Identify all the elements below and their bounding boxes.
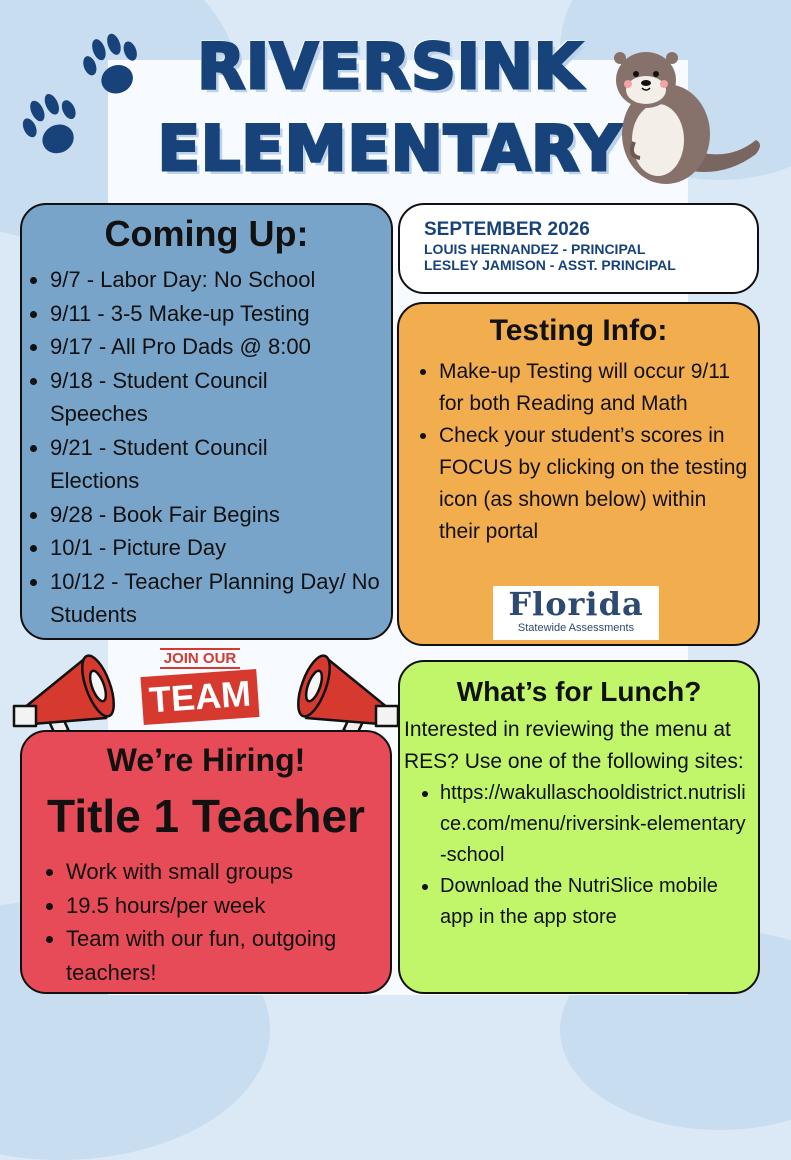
lunch-heading: What’s for Lunch? — [456, 676, 702, 707]
lunch-intro: Interested in reviewing the menu at RES? Use one of the following sites: — [404, 718, 744, 773]
florida-fsa-logo — [493, 586, 659, 640]
job-details-list — [22, 855, 390, 989]
newsletter-date: SEPTEMBER 2026 — [424, 219, 590, 240]
list-item: • 19.5 hours/per week — [66, 889, 390, 923]
list-item: • 10/12 - Teacher Planning Day/ No Students — [50, 565, 391, 632]
list-item: • 9/7 - Labor Day: No School — [50, 263, 391, 297]
list-item: • Work with small groups — [66, 855, 390, 889]
logo-subtitle: Statewide Assessments — [517, 622, 635, 634]
list-item: • Team with our fun, outgoing teachers! — [66, 922, 390, 989]
logo-word: Florida — [508, 585, 644, 623]
paw-print-icon — [18, 88, 88, 168]
megaphone-icon — [282, 632, 402, 744]
asst-principal-name: LESLEY JAMISON - ASST. PRINCIPAL — [424, 257, 676, 273]
megaphone-icon — [10, 632, 130, 744]
testing-info-list — [399, 356, 758, 548]
lunch-list — [400, 778, 758, 933]
list-item: • Make-up Testing will occur 9/11 for both Reading and Math — [439, 356, 748, 420]
team-label: TEAM — [140, 669, 259, 725]
list-item: • 9/11 - 3-5 Make-up Testing — [50, 297, 391, 331]
join-our-team-badge — [142, 648, 258, 721]
list-item: • 10/1 - Picture Day — [50, 531, 391, 565]
testing-info-heading: Testing Info: — [489, 314, 668, 347]
coming-up-list — [22, 263, 391, 632]
list-item: • Check your student’s scores in FOCUS by clicking on the testing icon (as shown below) within their portal — [439, 420, 748, 548]
testing-info-panel — [397, 302, 760, 646]
principal-name: LOUIS HERNANDEZ - PRINCIPAL — [424, 241, 646, 257]
coming-up-panel — [20, 203, 393, 640]
list-item: • 9/18 - Student Council Speeches — [50, 364, 391, 431]
join-our-label: JOIN OUR — [160, 648, 241, 669]
job-title: Title 1 Teacher — [47, 790, 365, 842]
menu-link[interactable]: • https://wakullaschooldistrict.nutrislice.com/menu/riversink-elementary-school — [440, 778, 752, 871]
info-box — [398, 203, 759, 294]
coming-up-heading: Coming Up: — [104, 213, 309, 254]
lunch-panel — [398, 660, 760, 994]
list-item: • 9/28 - Book Fair Begins — [50, 498, 391, 532]
list-item: • 9/21 - Student Council Elections — [50, 431, 391, 498]
school-title-line2: ELEMENTARY — [157, 112, 623, 185]
otter-mascot — [606, 44, 766, 194]
list-item: • Download the NutriSlice mobile app in the app store — [440, 871, 752, 933]
list-item: • 9/17 - All Pro Dads @ 8:00 — [50, 330, 391, 364]
hiring-panel — [20, 730, 392, 994]
school-title-line1: RIVERSINK — [197, 30, 583, 103]
hiring-heading: We’re Hiring! — [106, 742, 306, 778]
